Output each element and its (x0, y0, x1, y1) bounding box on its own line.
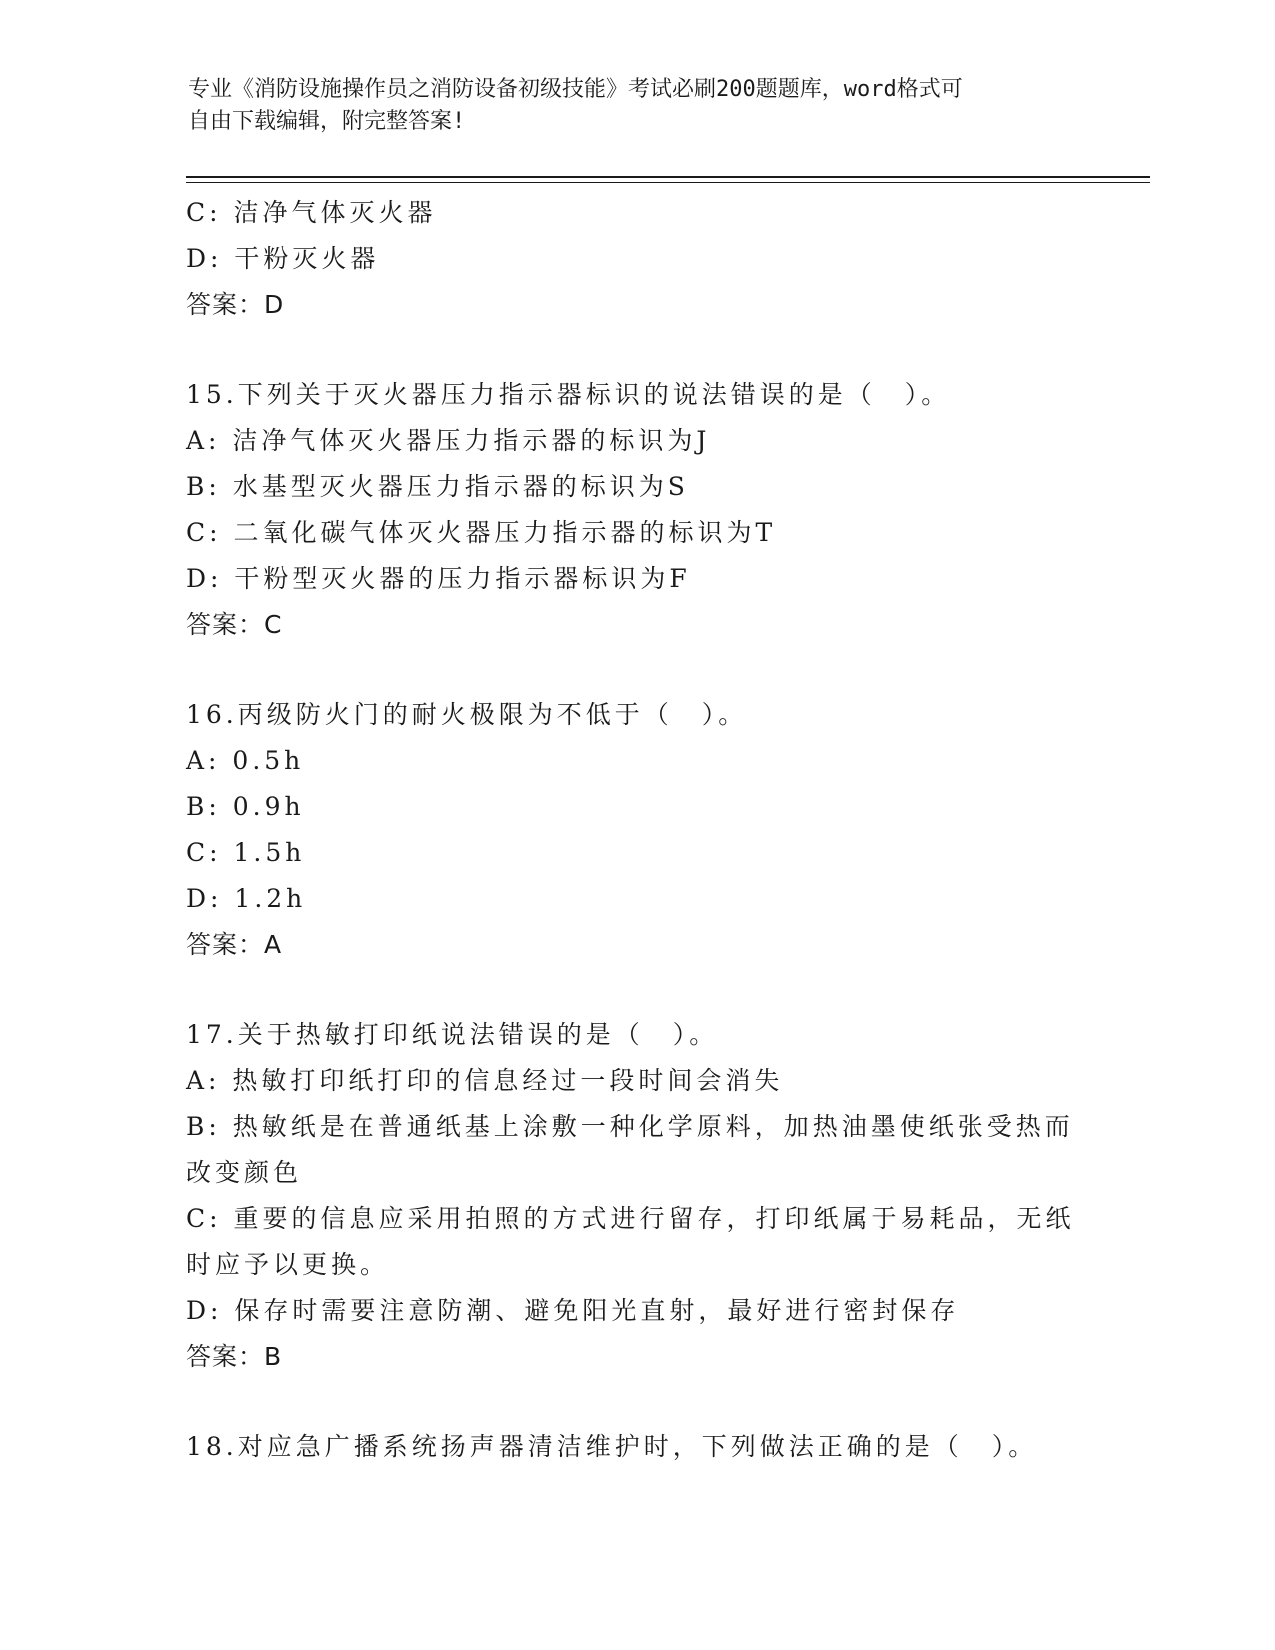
option-c: C: 1.5h (186, 838, 306, 867)
spacer (186, 648, 1086, 692)
question-stem: 18.对应急广播系统扬声器清洁维护时，下列做法正确的是（ ）。 (186, 1432, 1038, 1461)
option-a: A: 热敏打印纸打印的信息经过一段时间会消失 (186, 1066, 784, 1095)
question-stem: 15.下列关于灭火器压力指示器标识的说法错误的是（ ）。 (186, 380, 951, 409)
option-c: C: 二氧化碳气体灭火器压力指示器的标识为T (186, 518, 777, 547)
answer-line: 答案：D (186, 290, 285, 319)
header-divider-thin (186, 182, 1150, 183)
option-b-line-1: B: 热敏纸是在普通纸基上涂敷一种化学原料，加热油墨使纸张受热而 (186, 1112, 1074, 1141)
option-b: B: 水基型灭火器压力指示器的标识为S (186, 472, 689, 501)
answer-line: 答案：B (186, 1342, 283, 1371)
answer-line: 答案：C (186, 610, 283, 639)
option-c: C: 洁净气体灭火器 (186, 198, 437, 227)
header-title-line-2: 自由下载编辑，附完整答案! (188, 109, 466, 134)
question-14-tail (186, 190, 1086, 328)
option-a: A: 0.5h (186, 746, 305, 775)
answer-line: 答案：A (186, 930, 283, 959)
spacer (186, 1380, 1086, 1424)
option-d: D: 保存时需要注意防潮、避免阳光直射，最好进行密封保存 (186, 1296, 960, 1325)
question-list (186, 190, 1086, 1470)
question-stem: 16.丙级防火门的耐火极限为不低于（ ）。 (186, 700, 748, 729)
question-18 (186, 1424, 1086, 1470)
option-b: B: 0.9h (186, 792, 305, 821)
question-stem: 17.关于热敏打印纸说法错误的是（ ）。 (186, 1020, 719, 1049)
option-b-line-2: 改变颜色 (186, 1158, 303, 1187)
question-16 (186, 692, 1086, 968)
header-title-line-1: 专业《消防设施操作员之消防设备初级技能》考试必刷200题题库，word格式可 (188, 77, 963, 102)
option-c-line-2: 时应予以更换。 (186, 1250, 390, 1279)
option-a: A: 洁净气体灭火器压力指示器的标识为J (186, 426, 711, 455)
header-divider-thick (186, 176, 1150, 178)
spacer (186, 328, 1086, 372)
spacer (186, 968, 1086, 1012)
option-d: D: 干粉灭火器 (186, 244, 380, 273)
document-header (188, 74, 1068, 138)
option-c-line-1: C: 重要的信息应采用拍照的方式进行留存，打印纸属于易耗品，无纸 (186, 1204, 1075, 1233)
option-d: D: 1.2h (186, 884, 307, 913)
question-17 (186, 1012, 1086, 1380)
option-d: D: 干粉型灭火器的压力指示器标识为F (186, 564, 691, 593)
question-15 (186, 372, 1086, 648)
